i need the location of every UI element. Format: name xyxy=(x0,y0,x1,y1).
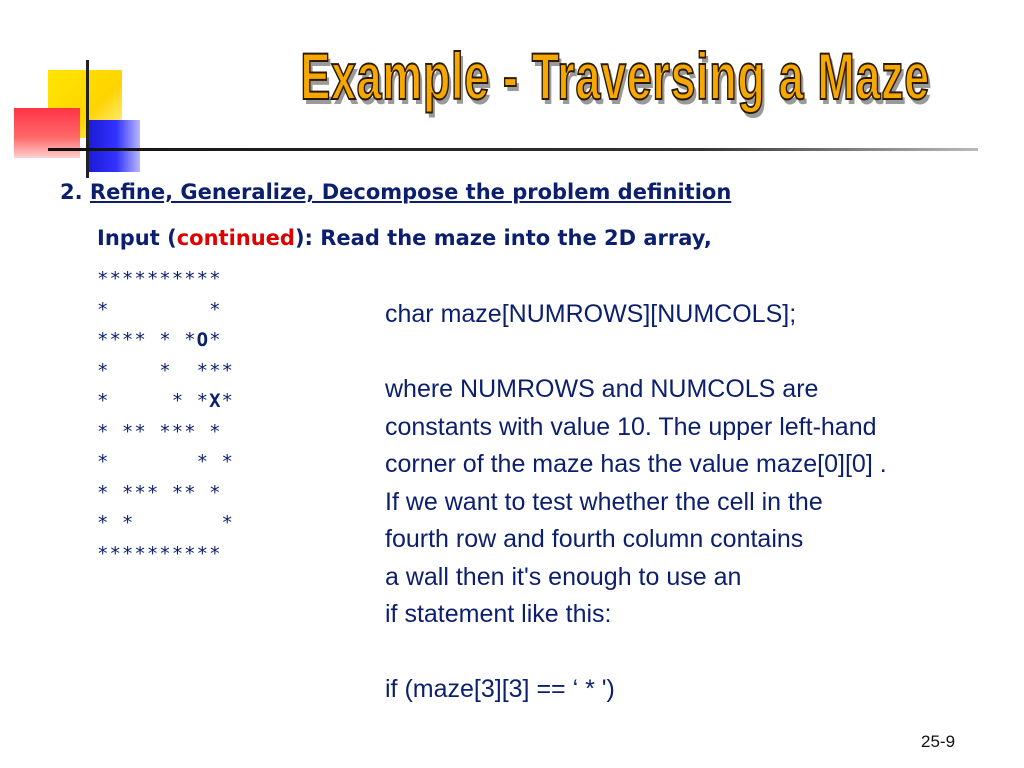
maze-row: ********** xyxy=(97,542,222,565)
explanation-block xyxy=(385,296,887,709)
input-highlight: continued xyxy=(176,226,295,250)
code-example: if (maze[3][3] == ‘ * ') xyxy=(385,675,615,703)
maze-grid xyxy=(97,264,234,569)
explanation-line: if statement like this: xyxy=(385,600,612,628)
maze-row: * * *** xyxy=(97,359,234,382)
step-number: 2. xyxy=(60,180,83,204)
blank-line xyxy=(385,334,887,372)
explanation-line: where NUMROWS and NUMCOLS are xyxy=(385,375,819,403)
maze-row: * *** ** * xyxy=(97,481,222,504)
explanation-line: fourth row and fourth column contains xyxy=(385,525,804,553)
blank-line xyxy=(385,634,887,672)
input-prefix: Input ( xyxy=(97,226,177,250)
title-divider-line xyxy=(48,148,978,151)
explanation-line: constants with value 10. The upper left-hand xyxy=(385,412,877,441)
maze-row: * * * xyxy=(97,451,234,473)
slide-title: Example - Traversing a Maze xyxy=(300,39,930,113)
maze-row: ********** xyxy=(97,268,222,290)
maze-row: * * xyxy=(97,298,222,321)
maze-row: * ** *** * xyxy=(97,420,222,443)
decorative-vertical-line xyxy=(86,60,89,178)
input-description xyxy=(97,226,712,250)
explanation-line: a wall then it's enough to use an xyxy=(385,562,742,591)
page-number: 25-9 xyxy=(921,732,956,751)
input-suffix: ): Read the maze into the 2D array, xyxy=(294,226,712,250)
explanation-line: If we want to test whether the cell in the xyxy=(385,487,823,516)
decorative-blue-square xyxy=(88,120,140,172)
explanation-line: corner of the maze has the value maze[0][0] . xyxy=(385,450,887,478)
maze-exit-marker: X xyxy=(209,390,222,412)
maze-row: * * *X* xyxy=(97,390,234,412)
maze-start-marker: O xyxy=(196,329,210,351)
maze-row: * * * xyxy=(97,512,234,534)
step-heading xyxy=(60,180,731,204)
array-declaration: char maze[NUMROWS][NUMCOLS]; xyxy=(385,300,797,328)
maze-row: **** * *O* xyxy=(97,329,222,351)
step-heading-text: Refine, Generalize, Decompose the problem definition xyxy=(89,180,732,204)
explanation-paragraph xyxy=(385,371,887,634)
